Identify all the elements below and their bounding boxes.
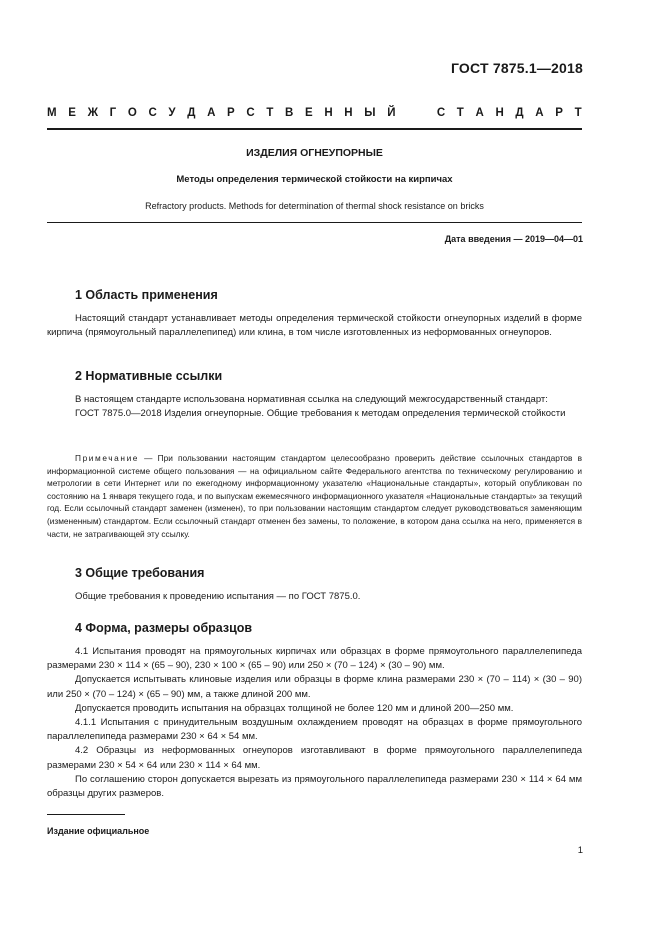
heading-letter: Н	[324, 107, 333, 119]
heading-letter: Д	[515, 107, 524, 119]
heading-letter: А	[535, 107, 544, 119]
section-3-text	[47, 590, 582, 604]
note-text: — При пользовании настоящим стандартом целесообразно проверить действие ссылочных стандартов в информационной системе общего пользования — на официальном сайте Федерального агентства по техническому регулированию и метрологии в сети Интернет или по ежегодному информационному указателю «Национальные стандарты», который опубликован по состоянию на 1 января текущего года, и по выпускам ежемесячного информационного указателя «Национальные стандарты» за текущий год. Если ссылочный стандарт заменен (изменен), то при пользовании настоящим стандартом следует руководствоваться заменяющим (измененным) стандартом. Если ссылочный стандарт отменен без замены, то положение, в котором дана ссылка на него, применяется в части, не затрагивающей эту ссылку.	[47, 453, 582, 539]
heading-letter: О	[127, 107, 137, 119]
section-2-note	[47, 452, 582, 540]
heading-letter: Н	[495, 107, 504, 119]
heading-letter: Р	[227, 107, 235, 119]
heading-letter: Е	[68, 107, 76, 119]
heading-letter: С	[246, 107, 255, 119]
paragraph: Допускается испытывать клиновые изделия или образцы в форме клина размерами 230 × (70 – 114) × (30 – 90) или 250 × (70 – 124) × (65 – 90) мм, а также длиной 200 мм.	[47, 674, 582, 700]
effective-date: Дата введения — 2019—04—01	[444, 234, 583, 244]
heading-letter: Т	[574, 107, 582, 119]
heading-letter	[407, 107, 410, 119]
heading-letter: М	[47, 107, 57, 119]
paragraph: Настоящий стандарт устанавливает методы определения термической стойкости огнеупорных изделий в форме кирпича (прямоугольный параллелепипед) или клина, в том числе изготовленных из неформованных огнеупоров.	[47, 313, 582, 339]
heading-letter: Р	[555, 107, 563, 119]
paragraph: ГОСТ 7875.0—2018 Изделия огнеупорные. Общие требования к методам определения термической стойкости	[75, 408, 566, 420]
section-title-2: 2 Нормативные ссылки	[75, 369, 223, 383]
heading-letter: А	[207, 107, 216, 119]
section-2-text	[47, 393, 582, 421]
heading-letter: А	[475, 107, 484, 119]
heading-letter: Т	[266, 107, 274, 119]
section-title-4: 4 Форма, размеры образцов	[75, 621, 253, 635]
header-rule	[47, 128, 582, 130]
heading-letter: У	[168, 107, 176, 119]
paragraph: Общие требования к проведению испытания — по ГОСТ 7875.0.	[75, 591, 361, 602]
document-subtitle: Методы определения термической стойкости на кирпичах	[176, 174, 453, 185]
heading-letter: Д	[187, 107, 196, 119]
note-paragraph	[47, 452, 582, 540]
paragraph: 4.1 Испытания проводят на прямоугольных кирпичах или образцах в форме прямоугольного параллелепипеда размерами 230 × 114 × (65 – 90), 230 × 100 × (65 – 90) или 250 × (70 – 124) × (30 – 90) мм.	[47, 646, 582, 672]
document-title-english: Refractory products. Methods for determination of thermal shock resistance on bricks	[145, 201, 484, 211]
footer-rule	[47, 814, 125, 815]
heading-letter: Т	[456, 107, 464, 119]
heading-letter: Ж	[87, 107, 98, 119]
document-number: ГОСТ 7875.1—2018	[450, 60, 583, 76]
heading-letter: С	[148, 107, 157, 119]
heading-letter: Г	[109, 107, 117, 119]
heading-letter: С	[436, 107, 446, 119]
heading-letter: Е	[305, 107, 313, 119]
heading-letter: В	[285, 107, 294, 119]
title-rule	[47, 222, 582, 223]
heading-letter: Й	[387, 107, 396, 119]
paragraph: 4.1.1 Испытания с принудительным воздушным охлаждением проводят на образцах в форме прямоугольного параллелепипеда размерами 230 × 64 × 54 мм.	[47, 717, 582, 743]
paragraph: 4.2 Образцы из неформованных огнеупоров изготавливают в форме прямоугольного параллелепипеда размерами 230 × 54 × 64 или 230 × 114 × 64 мм.	[47, 745, 582, 771]
section-4-text	[47, 645, 582, 801]
paragraph: По соглашению сторон допускается вырезать из прямоугольного параллелепипеда размерами 230 × 114 × 64 мм образцы других размеров.	[47, 773, 582, 800]
section-title-3: 3 Общие требования	[75, 566, 205, 580]
document-title: ИЗДЕЛИЯ ОГНЕУПОРНЫЕ	[246, 147, 383, 159]
heading-letter: Ы	[364, 107, 376, 119]
note-label: Примечание	[75, 453, 140, 463]
official-edition-label: Издание официальное	[47, 826, 150, 836]
section-title-1: 1 Область применения	[75, 288, 218, 302]
page-number: 1	[577, 845, 583, 856]
paragraph: Допускается проводить испытания на образцах толщиной не более 120 мм и длиной 200—250 мм.	[75, 702, 514, 714]
section-1-text	[47, 312, 582, 340]
standard-type-heading	[47, 107, 582, 119]
heading-letter: Н	[344, 107, 353, 119]
heading-letter	[422, 107, 425, 119]
paragraph: В настоящем стандарте использована нормативная ссылка на следующий межгосударственный стандарт:	[75, 394, 548, 405]
